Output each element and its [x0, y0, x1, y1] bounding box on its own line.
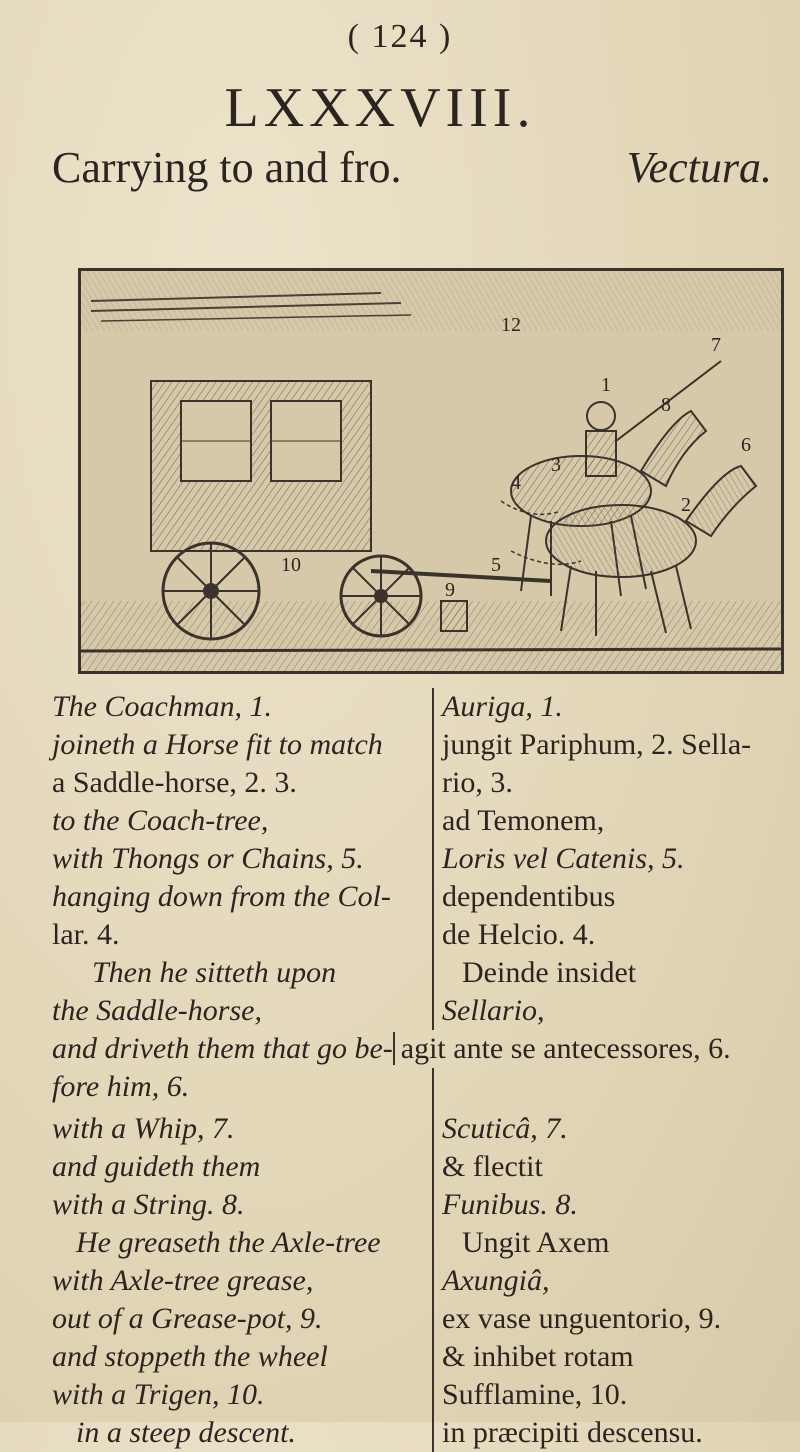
la2-line-3: & flectit [442, 1150, 543, 1183]
en-line-8: Then he sitteth upon [92, 956, 337, 989]
english-column-2 [52, 1068, 432, 1452]
la2-line-1 [442, 1068, 792, 1106]
label-6: 6 [741, 434, 751, 456]
en-line-4: to the Coach-tree, [52, 804, 269, 837]
en2-line-10: in a steep descent. [76, 1416, 296, 1449]
en-line-5: with Thongs or Chains, 5. [52, 842, 364, 875]
en2-line-4: with a String. 8. [52, 1188, 245, 1221]
label-9: 9 [445, 579, 455, 601]
en2-line-1: fore him, 6. [52, 1070, 190, 1103]
en-line-6: hanging down from the Col- [52, 880, 391, 913]
la2-line-10: in præcipiti descensu. [442, 1416, 703, 1449]
la2-line-8: & inhibet rotam [442, 1340, 634, 1373]
la2-line-9: Sufflamine, 10. [442, 1378, 628, 1411]
label-7: 7 [711, 334, 721, 356]
en2-line-9: with a Trigen, 10. [52, 1378, 265, 1411]
label-12: 12 [501, 314, 521, 336]
la-line-3: rio, 3. [442, 766, 513, 799]
en2-line-7: out of a Grease-pot, 9. [52, 1302, 323, 1335]
label-8: 8 [661, 394, 671, 416]
la-line-9: Sellario, [442, 994, 545, 1027]
latin-column [432, 688, 792, 1030]
label-2: 2 [681, 494, 691, 516]
chapter-number: LXXXVIII. [224, 77, 536, 139]
label-4: 4 [511, 472, 521, 494]
en2-line-6: with Axle-tree grease, [52, 1264, 314, 1297]
en-line-3: a Saddle-horse, 2. 3. [52, 766, 297, 799]
label-3: 3 [551, 454, 561, 476]
span-line-english: and driveth them that go be- [52, 1032, 393, 1065]
la2-line-5: Ungit Axem [462, 1226, 610, 1259]
engraving-illustration [78, 268, 784, 674]
la2-line-2: Scuticâ, 7. [442, 1112, 568, 1145]
en2-line-8: and stoppeth the wheel [52, 1340, 328, 1373]
en2-line-5: He greaseth the Axle-tree [76, 1226, 381, 1259]
label-10: 10 [281, 554, 301, 576]
en-line-9: the Saddle-horse, [52, 994, 262, 1027]
page-number: ( 124 ) [347, 18, 453, 55]
la-line-4: ad Temonem, [442, 804, 605, 837]
en-line-1: The Coachman, 1. [52, 690, 272, 723]
la-line-2: jungit Pariphum, 2. Sella- [442, 728, 752, 761]
la2-line-4: Funibus. 8. [442, 1188, 578, 1221]
title-english: Carrying to and fro. [52, 143, 402, 192]
label-5: 5 [491, 554, 501, 576]
span-line-latin: agit ante se antecessores, 6. [393, 1032, 731, 1065]
title-latin: Vectura. [626, 143, 772, 192]
la-line-1: Auriga, 1. [442, 690, 563, 723]
english-column [52, 688, 432, 1030]
en2-line-2: with a Whip, 7. [52, 1112, 235, 1145]
en2-line-3: and guideth them [52, 1150, 261, 1183]
en-line-2: joineth a Horse fit to match [52, 728, 383, 761]
la-line-8: Deinde insidet [462, 956, 637, 989]
en-line-7: lar. 4. [52, 918, 120, 951]
engraving-svg [81, 271, 781, 671]
latin-column-2 [432, 1068, 792, 1452]
la2-line-7: ex vase unguentorio, 9. [442, 1302, 722, 1335]
la-line-6: dependentibus [442, 880, 616, 913]
la2-line-6: Axungiâ, [442, 1264, 550, 1297]
span-line [52, 1030, 800, 1068]
label-1: 1 [601, 374, 611, 396]
la-line-5: Loris vel Catenis, 5. [442, 842, 685, 875]
la-line-7: de Helcio. 4. [442, 918, 596, 951]
